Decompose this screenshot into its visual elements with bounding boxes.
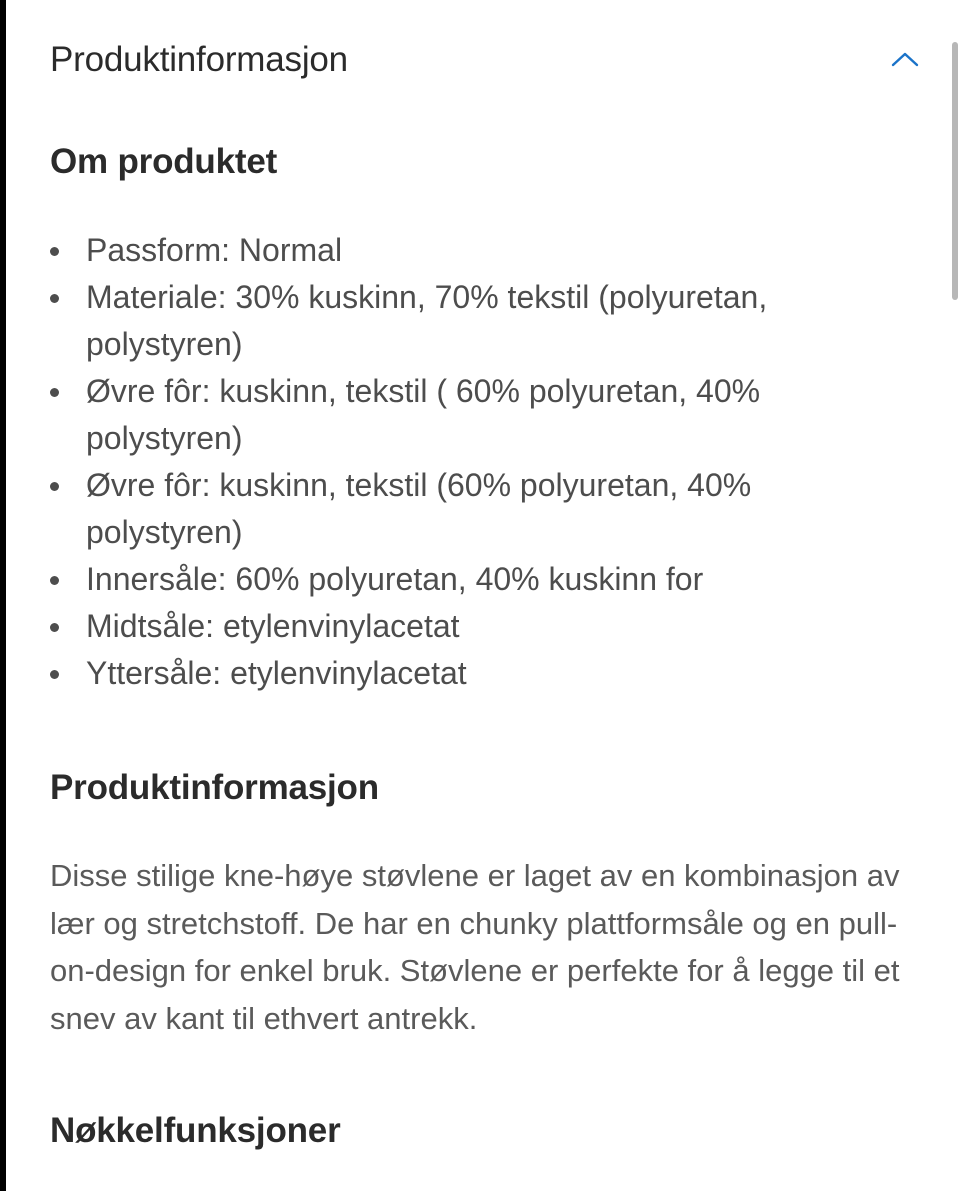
accordion-title: Produktinformasjon <box>50 40 348 79</box>
product-attributes-list <box>50 227 890 697</box>
chevron-up-icon[interactable] <box>890 48 920 72</box>
list-item: Innersåle: 60% polyuretan, 40% kuskinn for <box>50 556 890 603</box>
list-item: Midtsåle: etylenvinylacetat <box>50 603 890 650</box>
list-item: Øvre fôr: kuskinn, tekstil ( 60% polyuretan, 40% polystyren) <box>50 368 890 462</box>
product-description: Disse stilige kne-høye støvlene er laget av en kombinasjon av lær og stretchstoff. De har en chunky plattformsåle og en pull-on-design for enkel bruk. Støvlene er perfekte for å legge til et snev av kant til ethvert antrekk. <box>50 858 900 1036</box>
section-heading-nokkelfunksjoner: Nøkkelfunksjoner <box>50 1111 341 1150</box>
scrollbar[interactable] <box>950 0 960 1191</box>
list-item: Øvre fôr: kuskinn, tekstil (60% polyuretan, 40% polystyren) <box>50 462 890 556</box>
list-item: Yttersåle: etylenvinylacetat <box>50 650 890 697</box>
scrollbar-thumb[interactable] <box>952 42 958 300</box>
window-edge <box>0 0 6 1191</box>
accordion-header-produktinformasjon[interactable] <box>50 36 920 88</box>
section-heading-om-produktet: Om produktet <box>50 142 278 181</box>
section-heading-produktinformasjon: Produktinformasjon <box>50 768 379 807</box>
list-item: Passform: Normal <box>50 227 890 274</box>
list-item: Materiale: 30% kuskinn, 70% tekstil (polyuretan, polystyren) <box>50 274 890 368</box>
